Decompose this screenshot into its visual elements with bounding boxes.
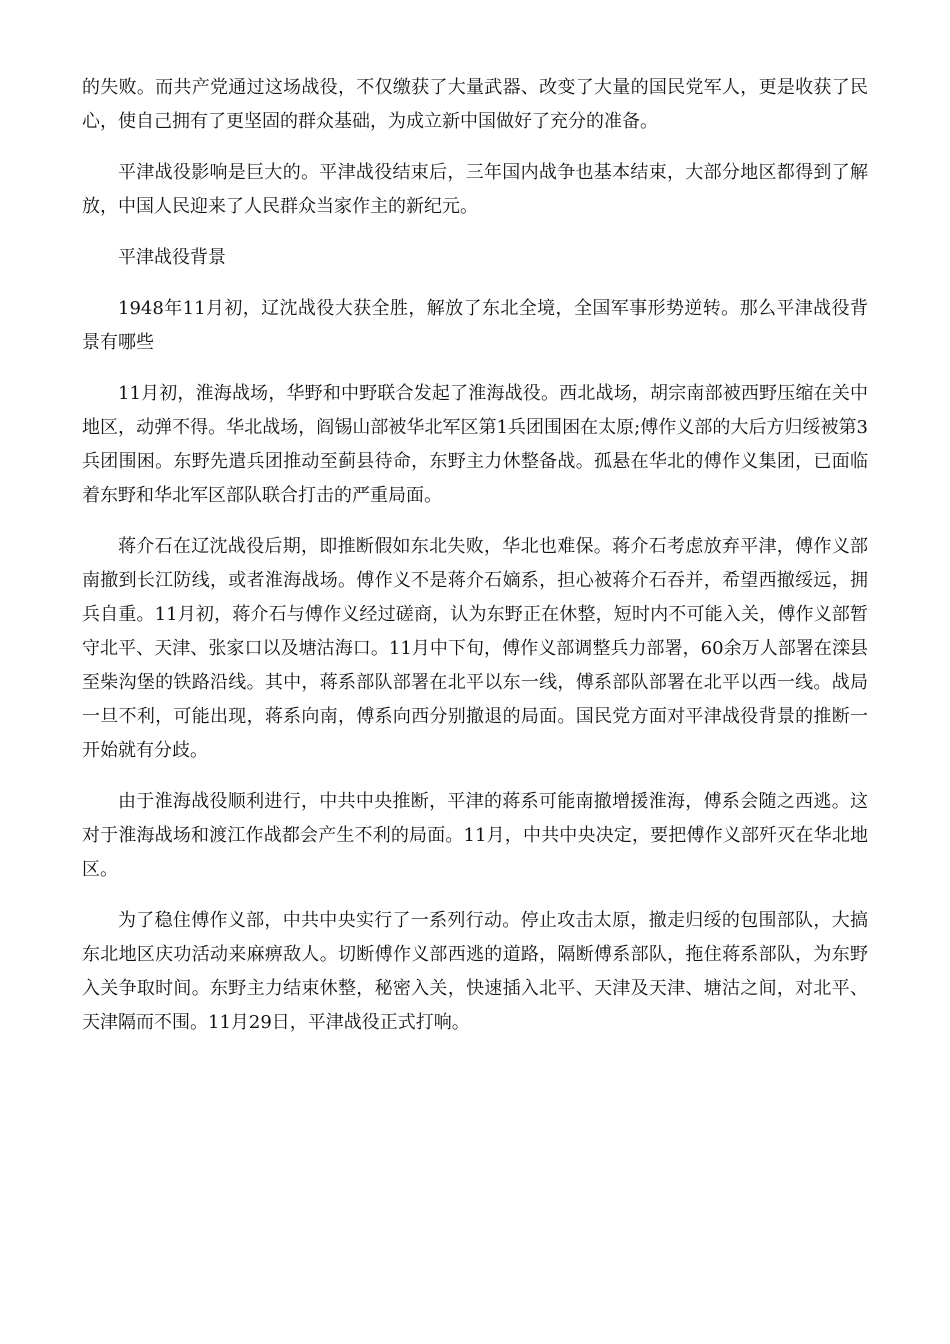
paragraph-7: 为了稳住傅作义部，中共中央实行了一系列行动。停止攻击太原，撤走归绥的包围部队，大搞东北地区庆功活动来麻痹敌人。切断傅作义部西逃的道路，隔断傅系部队，拖住蒋系部队，为东野入关争取时间。东野主力结束休整，秘密入关，快速插入北平、天津及天津、塘沽之间，对北平、天津隔而不围。11月29日，平津战役正式打响。 bbox=[82, 910, 868, 1033]
paragraph-4: 11月初，淮海战场，华野和中野联合发起了淮海战役。西北战场，胡宗南部被西野压缩在关中地区，动弹不得。华北战场，阎锡山部被华北军区第1兵团围困在太原;傅作义部的大后方归绥被第3兵团围困。东野先遣兵团推动至蓟县待命，东野主力休整备战。孤悬在华北的傅作义集团，已面临着东野和华北军区部队联合打击的严重局面。 bbox=[82, 383, 868, 506]
paragraph-2: 平津战役影响是巨大的。平津战役结束后，三年国内战争也基本结束，大部分地区都得到了解放，中国人民迎来了人民群众当家作主的新纪元。 bbox=[82, 162, 868, 217]
paragraph-6: 由于淮海战役顺利进行，中共中央推断，平津的蒋系可能南撤增援淮海，傅系会随之西逃。这对于淮海战场和渡江作战都会产生不利的局面。11月，中共中央决定，要把傅作义部歼灭在华北地区。 bbox=[82, 791, 868, 880]
paragraph-1: 的失败。而共产党通过这场战役，不仅缴获了大量武器、改变了大量的国民党军人，更是收获了民心，使自己拥有了更坚固的群众基础，为成立新中国做好了充分的准备。 bbox=[82, 77, 868, 132]
paragraph-3: 1948年11月初，辽沈战役大获全胜，解放了东北全境，全国军事形势逆转。那么平津战役背景有哪些 bbox=[82, 298, 868, 353]
document-page bbox=[82, 71, 868, 1057]
paragraph-5: 蒋介石在辽沈战役后期，即推断假如东北失败，华北也难保。蒋介石考虑放弃平津，傅作义部南撤到长江防线，或者淮海战场。傅作义不是蒋介石嫡系，担心被蒋介石吞并，希望西撤绥远，拥兵自重。11月初，蒋介石与傅作义经过磋商，认为东野正在休整，短时内不可能入关，傅作义部暂守北平、天津、张家口以及塘沽海口。11月中下旬，傅作义部调整兵力部署，60余万人部署在滦县至柴沟堡的铁路沿线。其中，蒋系部队部署在北平以东一线，傅系部队部署在北平以西一线。战局一旦不利，可能出现，蒋系向南，傅系向西分别撤退的局面。国民党方面对平津战役背景的推断一开始就有分歧。 bbox=[82, 536, 868, 761]
section-heading: 平津战役背景 bbox=[118, 247, 226, 268]
